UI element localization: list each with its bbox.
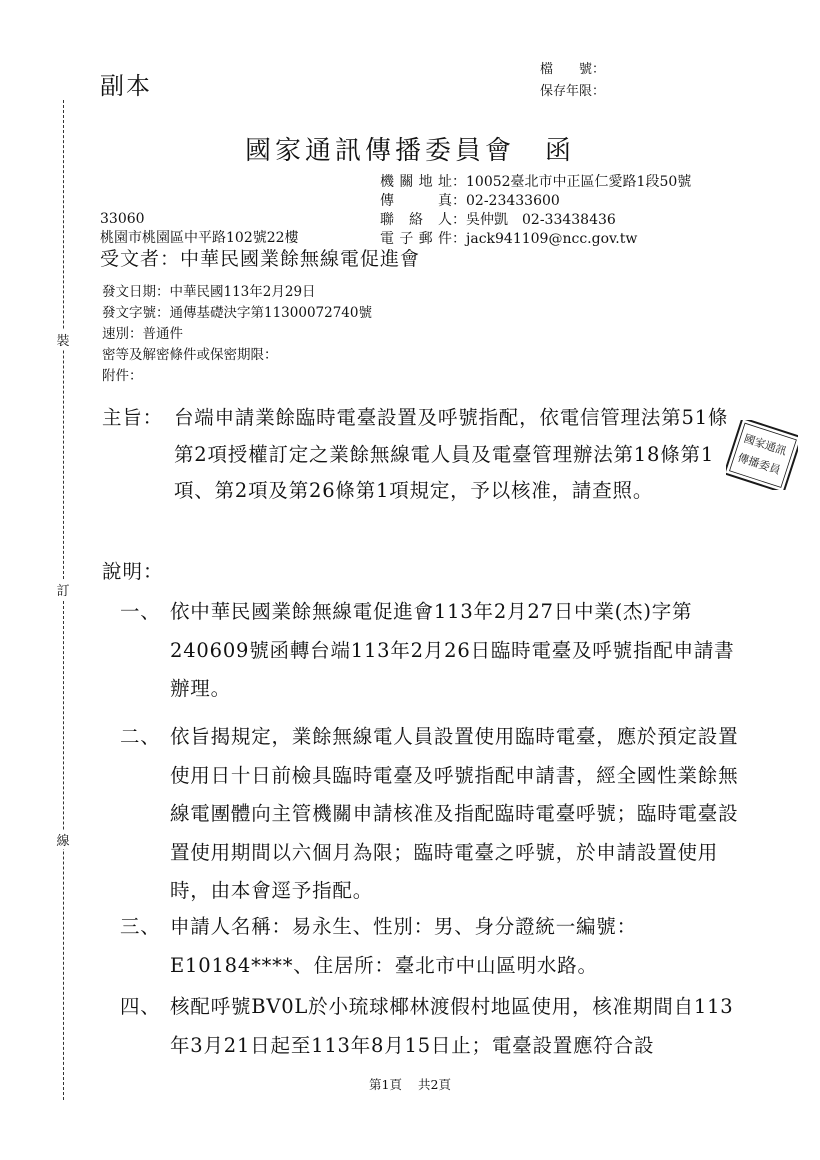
binding-line [63,100,64,1100]
sender-contact-row: 聯 絡 人：吳仲凱 02-33438436 [380,212,616,228]
subject-label: 主旨： [102,406,163,429]
description-item-4 [120,988,742,1065]
recipient: 受文者：中華民國業餘無線電促進會 [100,248,421,270]
sender-email: jack941109@ncc.gov.tw [466,231,638,247]
recipient-postal-code: 33060 [100,211,145,227]
item-number: 二、 [120,725,161,748]
confidentiality: 密等及解密條件或保密期限： [102,347,278,363]
page-number: 第1頁 [369,1077,402,1092]
item-number: 四、 [120,995,161,1018]
sender-contact-label: 聯 絡 人 [380,212,452,228]
item-text: 核配呼號BV0L於小琉球椰林渡假村地區使用，核准期間自113年3月21日起至113年8月15日止；電臺設置應符合設 [170,995,734,1057]
sender-fax-row: 傳 真：02-23433600 [380,193,560,209]
item-text: 依旨揭規定，業餘無線電人員設置使用臨時電臺，應於預定設置使用日十日前檢具臨時電臺及呼號指配申請書，經全國性業餘無線電團體向主管機關申請核准及指配臨時電臺呼號；臨時電臺設置使用期間以六個月為限；臨時電臺之呼號，於申請設置使用時，由本會逕予指配。 [170,725,739,902]
copy-mark: 副本 [100,72,152,100]
document-title: 國家通訊傳播委員會 函 [244,136,575,166]
sender-fax: 02-23433600 [466,193,560,209]
document-number: 發文字號：通傳基礎決字第11300072740號 [102,305,372,321]
sender-address-label: 機關地址 [380,174,452,190]
page-footer [0,1075,820,1093]
description-item-1 [120,593,742,709]
attachments: 附件： [102,368,143,384]
file-number-label: 檔 號： [540,62,606,77]
recipient-address: 桃園市桃園區中平路102號22樓 [100,230,299,246]
subject [102,400,742,510]
issue-date: 發文日期：中華民國113年2月29日 [102,284,316,300]
sender-fax-label: 傳 真 [380,193,452,209]
official-seal [726,420,798,490]
binding-mark-zhuang: 裝 [54,330,72,349]
sender-address-row: 機關地址：10052臺北市中正區仁愛路1段50號 [380,174,692,190]
svg-text:國家通訊: 國家通訊 [742,432,789,458]
subject-text: 台端申請業餘臨時電臺設置及呼號指配，依電信管理法第51條第2項授權訂定之業餘無線電人員及電臺管理辦法第18條第1項、第2項及第26條第1項規定，予以核准，請查照。 [174,406,729,502]
description-item-3 [120,908,742,985]
binding-mark-ding: 訂 [54,580,72,599]
svg-text:傳播委員: 傳播委員 [736,451,782,478]
sender-contact: 吳仲凱 02-33438436 [466,212,616,228]
retention-period-label: 保存年限： [540,84,606,99]
description-item-2 [120,718,742,911]
item-text: 依中華民國業餘無線電促進會113年2月27日中業(杰)字第240609號函轉台端113年2月26日臨時電臺及呼號指配申請書辦理。 [170,600,735,700]
page-total: 共2頁 [418,1077,451,1092]
item-number: 一、 [120,600,161,623]
item-text: 申請人名稱：易永生、性別：男、身分證統一編號：E10184****、住居所：臺北市中山區明水路。 [170,915,637,977]
item-number: 三、 [120,915,161,938]
delivery-speed: 速別：普通件 [102,326,183,342]
description-label: 說明： [102,560,164,583]
binding-mark-xian: 線 [54,830,72,849]
sender-email-row: 電子郵件：jack941109@ncc.gov.tw [380,231,638,247]
sender-email-label: 電子郵件 [380,231,452,247]
sender-address: 10052臺北市中正區仁愛路1段50號 [466,174,692,190]
